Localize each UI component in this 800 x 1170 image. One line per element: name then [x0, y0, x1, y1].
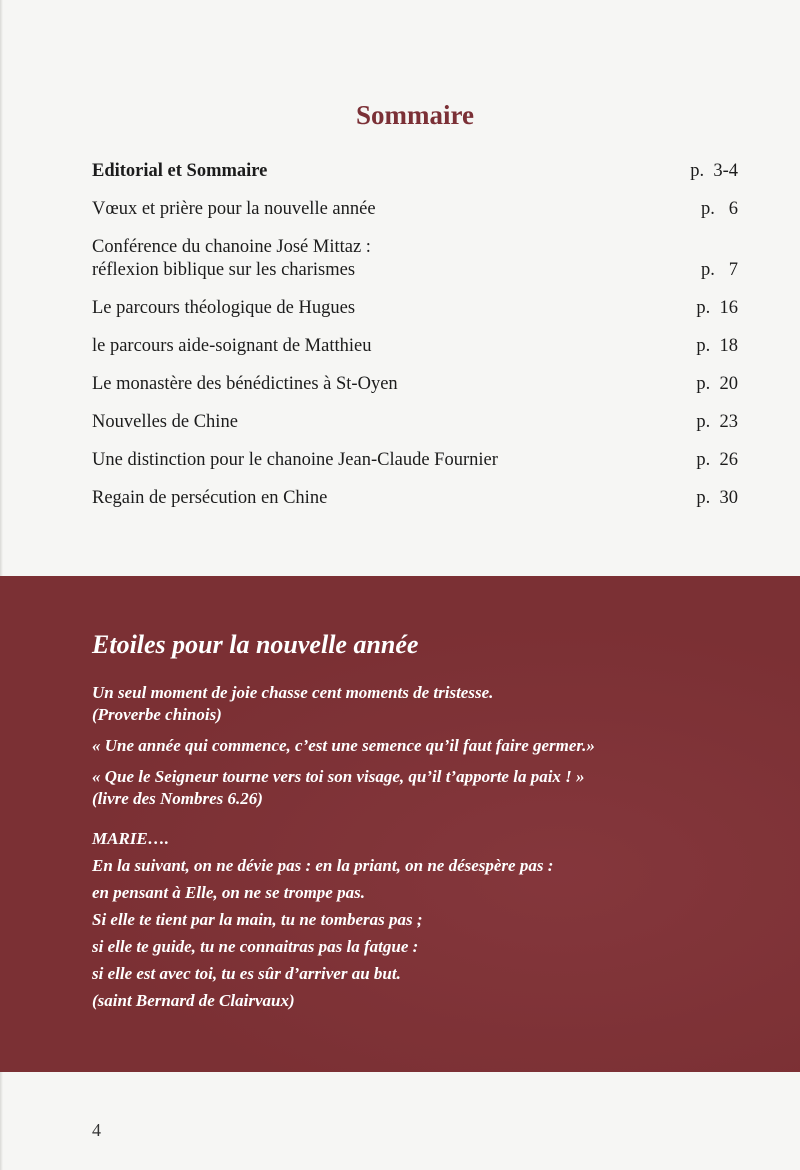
quote-line: « Que le Seigneur tourne vers toi son visage, qu’il t’apporte la paix ! »: [92, 767, 585, 786]
toc-entry-page: p. 26: [696, 450, 738, 470]
quote-line: Si elle te tient par la main, tu ne tomberas pas ;: [92, 910, 423, 929]
quote-proverbe: [92, 682, 732, 726]
toc-entry-label: le parcours aide-soignant de Matthieu: [92, 336, 372, 356]
toc-entry-label-line2: réflexion biblique sur les charismes: [92, 260, 356, 280]
quote-line: En la suivant, on ne dévie pas : en la priant, on ne désespère pas :: [92, 856, 554, 875]
toc-entry-page: p. 20: [696, 374, 738, 394]
quote-source: (saint Bernard de Clairvaux): [92, 991, 295, 1010]
quote-source: (Proverbe chinois): [92, 705, 222, 724]
quote-annee: [92, 735, 732, 757]
quote-line: si elle te guide, tu ne connaitras pas la fatgue :: [92, 937, 419, 956]
quote-line: en pensant à Elle, on ne se trompe pas.: [92, 883, 365, 902]
toc-entry-label: Vœux et prière pour la nouvelle année: [92, 199, 376, 219]
toc-entry-page: p. 16: [696, 298, 738, 318]
page-number: 4: [92, 1120, 101, 1140]
toc-entry-label: Le monastère des bénédictines à St-Oyen: [92, 374, 398, 394]
quote-line: si elle est avec toi, tu es sûr d’arriver au but.: [92, 964, 401, 983]
quotes-list: [92, 682, 732, 1023]
quote-line: Un seul moment de joie chasse cent moments de tristesse.: [92, 683, 494, 702]
toc-entry-persecution: [92, 487, 738, 510]
toc-entry-page: p. 23: [696, 412, 738, 432]
toc-entry-label: Regain de persécution en Chine: [92, 488, 328, 508]
quote-source: (livre des Nombres 6.26): [92, 789, 263, 808]
toc-entry-page: p. 30: [696, 488, 738, 508]
toc-entry-matthieu: [92, 335, 738, 358]
quote-seigneur: [92, 766, 732, 810]
toc-entry-monastere: [92, 373, 738, 396]
toc-entry-editorial: [92, 160, 738, 183]
banner-title: Etoiles pour la nouvelle année: [92, 630, 419, 659]
quotes-banner: [0, 576, 800, 1072]
toc-entry-label-line1: Conférence du chanoine José Mittaz :: [92, 237, 371, 257]
toc-entry-label: Editorial et Sommaire: [92, 161, 268, 181]
toc-entry-hugues: [92, 297, 738, 320]
toc-entry-label: [92, 236, 738, 282]
toc-entry-conference: [92, 236, 738, 282]
toc-entry-page: p. 3-4: [690, 161, 738, 181]
table-of-contents: [92, 160, 738, 525]
toc-entry-label: Une distinction pour le chanoine Jean-Claude Fournier: [92, 450, 498, 470]
toc-entry-chine: [92, 411, 738, 434]
quote-line: « Une année qui commence, c’est une semence qu’il faut faire germer.»: [92, 736, 595, 755]
toc-entry-label: Le parcours théologique de Hugues: [92, 298, 356, 318]
quote-heading: MARIE….: [92, 829, 169, 848]
toc-entry-page: p. 7: [701, 260, 738, 280]
quote-marie: [92, 825, 732, 1014]
toc-entry-page: p. 6: [701, 199, 738, 219]
toc-entry-voeux: [92, 198, 738, 221]
toc-entry-label: Nouvelles de Chine: [92, 412, 238, 432]
toc-title: Sommaire: [356, 100, 474, 130]
toc-entry-page: p. 18: [696, 336, 738, 356]
toc-entry-distinction: [92, 449, 738, 472]
